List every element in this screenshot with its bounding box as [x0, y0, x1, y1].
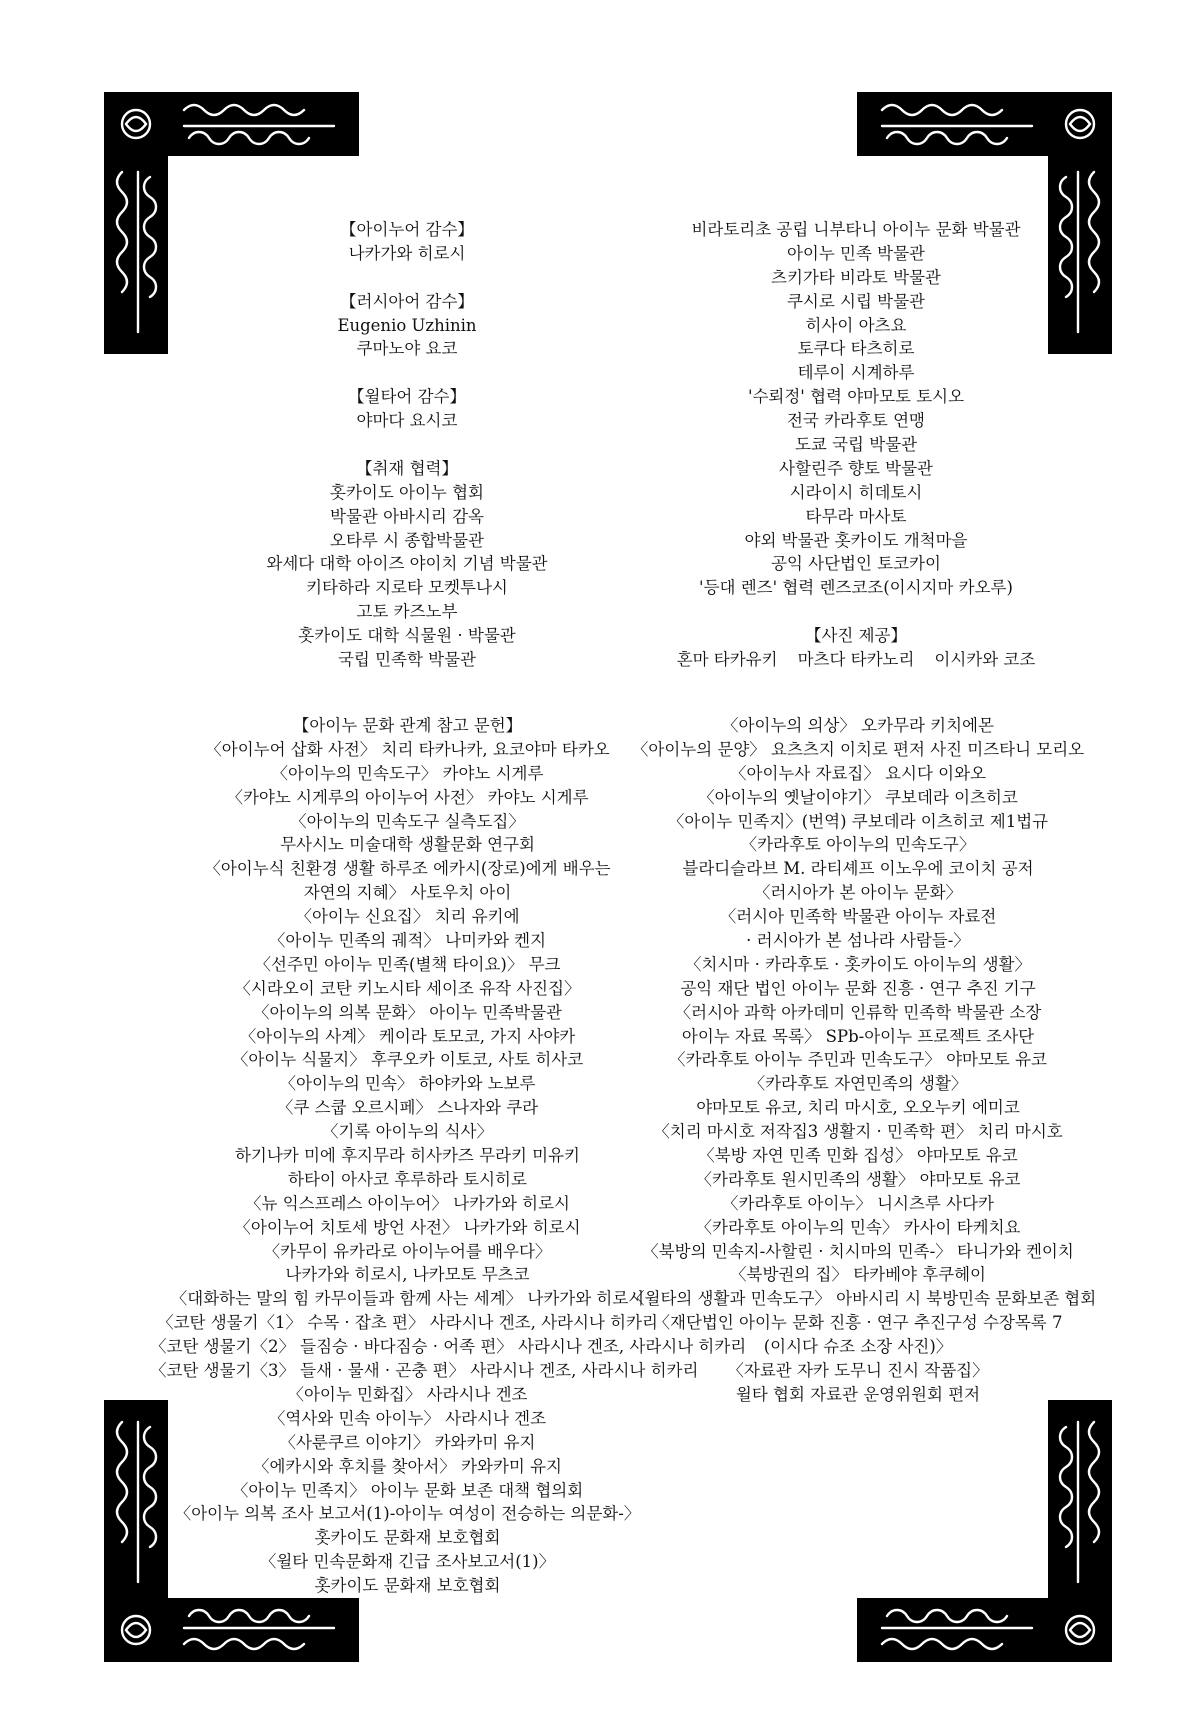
reference-line: 〈자료관 자카 도무니 진시 작품집〉 — [727, 1361, 989, 1381]
reference-line: 〈선주민 아이누 민족(별책 타이요)〉 무크 — [254, 954, 561, 974]
reference-line: 야마모토 유코, 치리 마시호, 오오누키 에미코 — [696, 1098, 1020, 1118]
reference-line: 〈윌타의 생활과 민속도구〉 아바시리 시 북방민속 문화보존 협회 — [628, 1289, 1097, 1309]
reference-line: 〈아이누의 민속도구〉 카야노 시게루 — [271, 763, 544, 783]
reference-line: 블라디슬라브 M. 라티셰프 이노우에 코이치 공저 — [682, 859, 1034, 879]
credit-name: 타무라 마사토 — [805, 506, 907, 526]
references-right — [628, 714, 1097, 1407]
credit-name: 야마다 요시코 — [356, 411, 458, 431]
reference-line: 〈러시아 과학 아카데미 인류학 민족학 박물관 소장 — [674, 1002, 1042, 1022]
credit-name: 와세다 대학 아이즈 야이치 기념 박물관 — [266, 554, 548, 574]
reference-line: 〈시라오이 코탄 키노시타 세이조 유작 사진집〉 — [234, 978, 581, 998]
ainu-supervision-heading: 【아이누어 감수】 — [340, 220, 474, 239]
reference-line: 〈치리 마시호 저작집3 생활지 · 민족학 편〉 치리 마시호 — [653, 1122, 1063, 1142]
reference-line: 무사시노 미술대학 생활문화 연구회 — [280, 835, 535, 855]
reference-line: 아이누 자료 목록〉 SPb-아이누 프로젝트 조사단 — [681, 1026, 1035, 1046]
reference-line: 〈러시아 민족학 박물관 아이누 자료전 — [719, 907, 997, 927]
reference-line: 홋카이도 문화재 보호협회 — [314, 1528, 501, 1548]
credit-name: 쿠시로 시립 박물관 — [786, 291, 925, 311]
credits-right-top — [646, 218, 1066, 672]
credit-name: 야외 박물관 홋카이도 개척마을 — [744, 530, 968, 550]
reference-line: 〈북방 자연 민족 민화 집성〉 야마모토 유코 — [698, 1146, 1018, 1166]
reference-line: 〈카야노 시게루의 아이누어 사전〉 카야노 시게루 — [226, 787, 589, 807]
ornament-bottom-right — [857, 1400, 1112, 1662]
reference-line: 자연의 지혜〉 사토우치 아이 — [303, 883, 512, 903]
credit-name: 고토 카즈노부 — [356, 602, 458, 622]
reference-line: 〈카라후토 아이누 주민과 민속도구〉 야마모토 유코 — [668, 1050, 1047, 1070]
photo-credit-name: 혼마 타카유키 — [676, 650, 778, 670]
reference-line: 〈카라후토 원시민족의 생활〉 야마모토 유코 — [695, 1169, 1021, 1189]
reference-line: 〈코탄 생물기〈1〉 수목 · 잡초 편〉 사라시나 겐조, 사라시나 히카리 — [157, 1313, 658, 1333]
reference-line: 〈북방권의 집〉 타카베야 후쿠헤이 — [730, 1265, 986, 1285]
reference-line: 〈치시마 · 카라후토 · 홋카이도 아이누의 생활〉 — [685, 954, 1031, 974]
reference-line: 〈코탄 생물기〈2〉 들짐승 · 바다짐승 · 어족 편〉 사라시나 겐조, 사라시나 히카리 — [150, 1337, 747, 1357]
credit-name: 테루이 시계하루 — [797, 363, 915, 383]
russian-supervision-heading: 【러시아어 감수】 — [340, 291, 474, 311]
photo-credit-heading: 【사진 제공】 — [804, 626, 907, 646]
reference-line: 〈아이누어 삽화 사전〉 치리 타카나카, 요코야마 타카오 — [205, 739, 610, 759]
credit-name: 공익 사단법인 토코카이 — [771, 554, 941, 574]
photo-credit-name: 마츠다 타카노리 — [797, 650, 915, 670]
reference-line: 〈아이누식 친환경 생활 하루조 에카시(장로)에게 배우는 — [204, 859, 611, 879]
reference-line: 〈쿠 스쿱 오르시페〉 스나자와 쿠라 — [276, 1098, 539, 1118]
reference-line: 〈뉴 익스프레스 아이누어〉 나카가와 히로시 — [245, 1193, 570, 1213]
credit-name: 나카가와 히로시 — [348, 243, 466, 263]
reference-line: 〈아이누 민족지〉 아이누 문화 보존 대책 협의회 — [231, 1480, 584, 1500]
reference-line: 〈아이누사 자료집〉 요시다 이와오 — [730, 763, 986, 783]
reference-line: 〈아이누의 문양〉 요츠츠지 이치로 편저 사진 미즈타니 모리오 — [631, 739, 1085, 759]
references-left — [150, 714, 747, 1598]
reference-line: 공익 재단 법인 아이누 문화 진흥 · 연구 추진 기구 — [680, 978, 1036, 998]
credit-name: Eugenio Uzhinin — [337, 315, 477, 335]
credit-name: 도쿄 국립 박물관 — [794, 435, 918, 455]
reference-line: 〈기록 아이누의 식사〉 — [321, 1122, 493, 1142]
reference-line: 하기나카 미에 후지무라 히사카즈 무라키 미유키 — [234, 1146, 580, 1166]
uilta-supervision-heading: 【윌타어 감수】 — [348, 387, 466, 407]
credit-name: 토쿠다 타츠히로 — [797, 339, 915, 359]
reference-line: 〈아이누의 사계〉 케이라 토모코, 가지 사야카 — [239, 1026, 576, 1046]
reference-line: 〈아이누의 옛날이야기〉 쿠보데라 이츠히코 — [698, 787, 1018, 807]
reference-line: 〈아이누 민족의 궤적〉 나미카와 켄지 — [268, 931, 547, 951]
reference-line: 〈역사와 민속 아이누〉 사라시나 겐조 — [268, 1408, 547, 1428]
reference-line: 〈카라후토 아이누의 민속도구〉 — [740, 835, 976, 855]
credit-name: 쿠마노야 요코 — [356, 339, 458, 359]
credit-name: 오타루 시 종합박물관 — [330, 530, 484, 550]
reference-line: 〈아이누어 치토세 방언 사전〉 나카가와 히로시 — [234, 1217, 581, 1237]
reference-line: 홋카이도 문화재 보호협회 — [314, 1576, 501, 1596]
reference-line: 〈아이누 민화집〉 사라시나 겐조 — [287, 1384, 528, 1404]
reference-line: 〈아이누의 의상〉 오카무라 키치에몬 — [722, 716, 994, 735]
reference-line: 〈아이누의 민속〉 하야카와 노보루 — [279, 1074, 536, 1094]
reference-line: 윌타 협회 자료관 운영위원회 편저 — [735, 1384, 981, 1404]
credit-name: 전국 카라후토 연맹 — [786, 411, 925, 431]
credits-left-top — [222, 218, 592, 672]
reference-line: 〈아이누 신요집〉 치리 유키에 — [295, 907, 520, 927]
reference-line: 〈아이누 민족지〉(번역) 쿠보데라 이츠히코 제1법규 — [667, 811, 1049, 831]
reference-line: 〈아이누의 의복 문화〉 아이누 민족박물관 — [252, 1002, 562, 1022]
reference-line: 〈북방의 민속지-사할린 · 치시마의 민족-〉 타니가와 켄이치 — [642, 1241, 1074, 1261]
credit-name: 키타하라 지로타 모켓투나시 — [306, 578, 508, 598]
reference-line: 〈아이누 의복 조사 보고서(1)-아이누 여성이 전승하는 의문화-〉 — [174, 1504, 641, 1524]
reference-line: 〈코탄 생물기〈3〉 들새 · 물새 · 곤충 편〉 사라시나 겐조, 사라시나 히카리 — [150, 1361, 699, 1381]
reference-line: 〈윌타 민속문화재 긴급 조사보고서(1)〉 — [259, 1552, 556, 1572]
photo-credit-name: 이시카와 코조 — [934, 650, 1036, 670]
reference-line: 〈대화하는 말의 힘 카무이들과 함께 사는 세계〉 나카가와 히로시 — [170, 1289, 645, 1309]
reference-line: 〈카무이 유카라로 아이누어를 배우다〉 — [263, 1241, 552, 1261]
reference-line: (이시다 슈조 소장 사진)〉 — [763, 1337, 953, 1357]
reference-line: 〈러시아가 본 아이누 문화〉 — [753, 883, 963, 903]
references-heading: 【아이누 문화 관계 참고 문헌】 — [292, 716, 523, 735]
credit-name: 국립 민족학 박물관 — [337, 650, 476, 670]
credit-name: 히사이 아츠요 — [805, 315, 907, 335]
credit-name: 아이누 민족 박물관 — [786, 243, 925, 263]
credit-name: 시라이시 히데토시 — [789, 482, 923, 502]
credit-name: 홋카이도 대학 식물원 · 박물관 — [298, 626, 516, 646]
reference-line: 하타이 아사코 후루하라 토시히로 — [288, 1169, 527, 1189]
credit-name: '등대 렌즈' 협력 렌즈코조(이시지마 카오루) — [699, 578, 1013, 598]
reference-line: 〈카라후토 아이누〉 니시츠루 사다카 — [722, 1193, 994, 1213]
credit-name: 홋카이도 아이누 협회 — [330, 482, 484, 502]
reference-line: 〈재단법인 아이누 문화 진흥 · 연구 추진구성 수장목록 7 — [653, 1313, 1063, 1333]
reference-line: 나카가와 히로시, 나카모토 무츠코 — [285, 1265, 530, 1285]
credit-name: 비라토리초 공립 니부타니 아이누 문화 박물관 — [691, 220, 1021, 239]
reference-line: 〈카라후토 아이누의 민속〉 카사이 타케치요 — [695, 1217, 1021, 1237]
reference-line: 〈에카시와 후치를 찾아서〉 카와카미 유지 — [252, 1456, 562, 1476]
reference-line: 〈아이누의 민속도구 실측도집〉 — [290, 811, 525, 831]
coverage-cooperation-heading: 【취재 협력】 — [355, 458, 458, 478]
credit-name: 사할린주 향토 박물관 — [779, 458, 933, 478]
credit-name: '수뢰정' 협력 야마모토 토시오 — [747, 387, 965, 407]
photo-credit-names — [646, 648, 1066, 672]
reference-line: · 러시아가 본 섬나라 사람들-〉 — [746, 931, 970, 951]
credit-name: 박물관 아바시리 감옥 — [330, 506, 484, 526]
reference-line: 〈사룬쿠르 이야기〉 카와카미 유지 — [279, 1432, 536, 1452]
credit-name: 츠키가타 비라토 박물관 — [771, 267, 941, 287]
reference-line: 〈아이누 식물지〉 후쿠오카 이토코, 사토 히사코 — [231, 1050, 584, 1070]
reference-line: 〈카라후토 자연민족의 생활〉 — [748, 1074, 968, 1094]
